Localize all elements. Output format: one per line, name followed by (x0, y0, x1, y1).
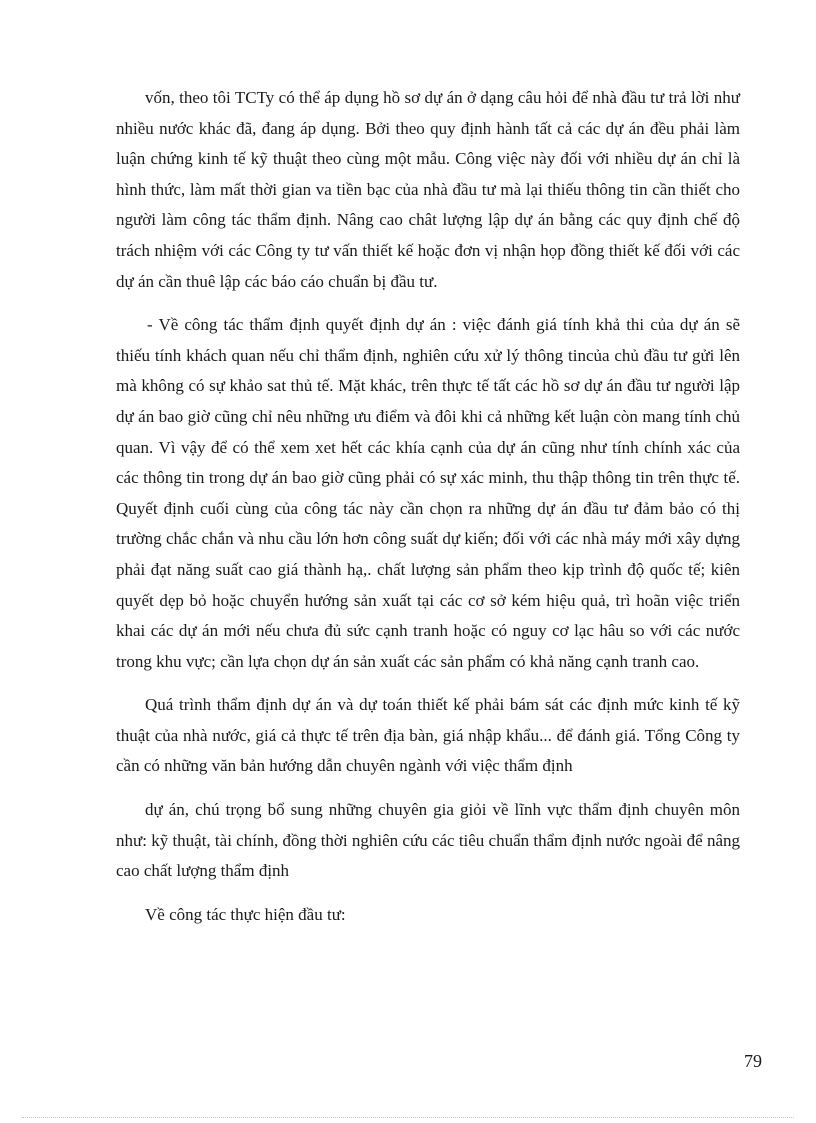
section-heading-implementation: Về công tác thực hiện đầu tư: (145, 904, 346, 924)
paragraph-investment-dossier: vốn, theo tôi TCTy có thể áp dụng hồ sơ dự án ở dạng câu hỏi để nhà đầu tư trả lời như nhiều nước khác đã, đang áp dụng. Bởi theo quy định hành tất cả các dự án đều phải làm luận chứng kinh tế kỹ thuật theo cùng một mẫu. Công việc này đối với nhiều dự án chỉ là hình thức, làm mất thời gian va tiền bạc của nhà đầu tư mà lại thiếu thông tin cần thiết cho người làm công tác thẩm định. Nâng cao chât lượng lập dự án bằng các quy định chế độ trách nhiệm với các Công ty tư vấn thiết kế hoặc đơn vị nhận họp đồng thiết kế đối với các dự án cần thuê lập các báo cáo chuẩn bị đầu tư. (116, 88, 740, 291)
page-bottom-divider (22, 1117, 794, 1118)
paragraph-appraisal-experts: dự án, chú trọng bổ sung những chuyên gia giỏi về lĩnh vực thẩm định chuyên môn như: kỹ thuật, tài chính, đồng thời nghiên cứu các tiêu chuẩn thẩm định nước ngoài để nâng cao chất lượng thẩm định (116, 800, 740, 881)
paragraph-appraisal-decision: - Về công tác thẩm định quyết định dự án : việc đánh giá tính khả thi của dự án sẽ thiếu tính khách quan nếu chỉ thẩm định, nghiên cứu xử lý thông tincủa chủ đầu tư gửi lên mà không có sự khảo sat thủ tế. Mặt khác, trên thực tế tất các hồ sơ dự án đầu tư người lập dự án bao giờ cũng chỉ nêu những ưu điểm và đôi khi cả những kết luận còn mang tính chủ quan. Vì vậy để có thể xem xet hết các khía cạnh của dự án cũng như tính chính xác của các thông tin trong dự án bao giờ cũng phải có sự xác minh, thu thập thông tin trên thực tế. Quyết định cuối cùng của công tác này cần chọn ra những dự án đầu tư đảm bảo có thị trường chắc chắn và nhu cầu lớn hơn công suất dự kiến; đối với các nhà máy mới xây dựng phải đạt năng suất cao giá thành hạ,. chất lượng sản phẩm theo kịp trình độ quốc tế; kiên quyết dẹp bỏ hoặc chuyển hướng sản xuất tại các cơ sở kém hiệu quả, trì hoãn việc triển khai các dự án mới nếu chưa đủ sức cạnh tranh hoặc có nguy cơ lạc hâu so với các nước trong khu vực; cần lựa chọn dự án sản xuất các sản phẩm có khả năng cạnh tranh cao. (116, 315, 740, 671)
document-body (116, 83, 740, 943)
page-number: 79 (744, 1051, 762, 1071)
paragraph-appraisal-process: Quá trình thẩm định dự án và dự toán thiết kế phải bám sát các định mức kinh tế kỹ thuật của nhà nước, giá cả thực tế trên địa bàn, giá nhập khẩu... để đánh giá. Tổng Công ty cần có những văn bản hướng dẫn chuyên ngành với việc thẩm định (116, 695, 740, 776)
